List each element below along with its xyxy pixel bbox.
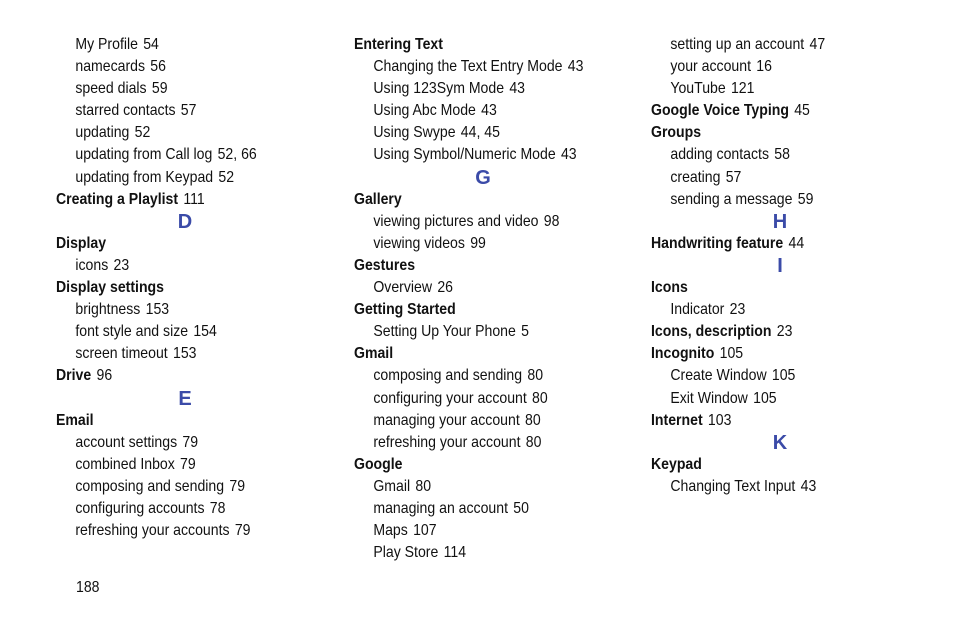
index-term: screen timeout: [75, 345, 168, 363]
page-reference: 114: [443, 544, 467, 562]
index-subentry: [651, 299, 906, 321]
index-term: refreshing your account: [373, 433, 521, 451]
page-reference: 80: [525, 411, 541, 429]
index-term: Play Store: [373, 544, 439, 562]
index-term: Keypad: [651, 455, 702, 473]
index-entry: [354, 255, 609, 277]
index-term: Getting Started: [354, 301, 456, 319]
index-entry: [651, 343, 906, 365]
index-subentry: [56, 56, 311, 78]
index-subentry: [354, 388, 609, 410]
index-subentry: [56, 520, 311, 542]
page-reference: 43: [800, 477, 817, 495]
page-reference: 99: [470, 234, 486, 252]
index-term: Gallery: [354, 190, 402, 208]
index-subentry: [56, 122, 311, 144]
letter-heading: G: [475, 166, 491, 189]
index-column-3: [651, 34, 941, 498]
index-subentry: [354, 476, 609, 498]
page-reference: 52, 66: [217, 146, 257, 164]
index-subentry: [354, 277, 609, 299]
index-entry: [56, 233, 311, 255]
page-reference: 59: [151, 80, 168, 98]
index-subentry: [354, 410, 609, 432]
index-subentry: [56, 100, 311, 122]
index-entry: [651, 410, 906, 432]
index-entry: [651, 321, 906, 343]
page-reference: 54: [143, 36, 159, 53]
index-term: Maps: [373, 522, 408, 540]
letter-heading: D: [177, 210, 193, 233]
index-subentry: [651, 189, 906, 211]
index-subentry: [56, 454, 311, 476]
index-term: composing and sending: [373, 367, 523, 385]
page-reference: 16: [756, 58, 772, 76]
index-subentry: [354, 56, 609, 78]
index-subentry: [354, 122, 609, 144]
index-term: Using Symbol/Numeric Mode: [373, 146, 556, 164]
letter-heading: E: [178, 387, 192, 410]
index-term: updating: [75, 124, 130, 142]
index-entry: [651, 122, 906, 144]
index-term: viewing videos: [373, 234, 465, 252]
letter-heading: H: [772, 210, 788, 233]
index-term: Using Swype: [373, 124, 456, 142]
page-reference: 26: [437, 279, 453, 297]
index-term: Overview: [373, 279, 433, 297]
index-term: Gmail: [373, 477, 411, 495]
page-reference: 121: [730, 80, 755, 98]
index-entry: [354, 34, 609, 56]
index-entry: [651, 233, 906, 255]
index-subentry: [56, 432, 311, 454]
index-subentry: [56, 34, 311, 56]
index-subentry: [56, 476, 311, 498]
index-term: managing your account: [373, 411, 520, 429]
index-entry: [56, 365, 311, 387]
index-term: Icons: [651, 279, 688, 297]
index-column-1: [56, 34, 346, 542]
page-reference: 153: [145, 301, 170, 319]
index-entry: [354, 189, 609, 211]
page-reference: 105: [753, 389, 777, 407]
index-term: Google: [354, 455, 403, 473]
index-term: icons: [75, 256, 109, 274]
page-reference: 111: [183, 190, 205, 208]
index-column-2: [354, 34, 644, 564]
index-entry: [651, 454, 906, 476]
index-subentry: [56, 144, 311, 166]
index-term: updating from Keypad: [75, 168, 214, 186]
index-subentry: [354, 365, 609, 387]
index-term: combined Inbox: [75, 455, 175, 473]
index-subentry: [651, 476, 906, 498]
index-subentry: [354, 233, 609, 255]
index-subentry: [651, 388, 906, 410]
page-reference: 58: [774, 146, 790, 164]
page-reference: 43: [567, 58, 584, 76]
page-reference: 44: [788, 234, 805, 252]
index-subentry: [354, 432, 609, 454]
index-term: adding contacts: [670, 146, 769, 164]
index-term: Create Window: [670, 367, 767, 385]
index-entry: [354, 454, 609, 476]
page-reference: 80: [532, 389, 548, 407]
index-term: Indicator: [670, 301, 725, 319]
index-term: configuring accounts: [75, 499, 205, 517]
page-reference: 57: [725, 168, 742, 186]
index-subentry: [354, 78, 609, 100]
index-entry: [354, 299, 609, 321]
page-reference: 105: [719, 345, 744, 363]
index-entry: [354, 343, 609, 365]
letter-heading: I: [777, 254, 783, 277]
index-term: brightness: [75, 301, 141, 319]
index-subentry: [354, 321, 609, 343]
page-reference: 43: [509, 80, 525, 98]
index-term: My Profile: [75, 36, 138, 53]
index-subentry: [651, 144, 906, 166]
index-term: viewing pictures and video: [373, 212, 539, 230]
page-reference: 52: [134, 124, 151, 142]
page-reference: 154: [193, 323, 217, 341]
page-reference: 50: [513, 499, 529, 517]
index-term: sending a message: [670, 190, 793, 208]
index-term: creating: [670, 168, 721, 186]
index-subentry: [354, 211, 609, 233]
page-reference: 96: [96, 367, 113, 385]
index-term: configuring your account: [373, 389, 527, 407]
index-subentry: [651, 34, 906, 56]
index-term: speed dials: [75, 80, 147, 98]
page-reference: 103: [707, 411, 732, 429]
index-term: Google Voice Typing: [651, 102, 789, 120]
index-subentry: [56, 498, 311, 520]
index-term: YouTube: [670, 80, 726, 98]
page-number: 188: [76, 579, 100, 596]
index-term: your account: [670, 58, 751, 76]
page-reference: 5: [521, 323, 529, 341]
index-term: Gestures: [354, 256, 416, 274]
page-reference: 23: [113, 256, 130, 274]
page-reference: 80: [415, 477, 432, 495]
index-entry: [651, 277, 906, 299]
page-reference: 43: [560, 146, 577, 164]
page-reference: 23: [729, 301, 746, 319]
page-reference: 23: [776, 323, 793, 341]
index-term: Setting Up Your Phone: [373, 323, 516, 341]
page-reference: 79: [234, 522, 251, 540]
index-subentry: [56, 255, 311, 277]
index-term: Handwriting feature: [651, 234, 784, 252]
index-subentry: [56, 299, 311, 321]
index-term: starred contacts: [75, 102, 176, 120]
page-reference: 78: [209, 499, 226, 517]
index-subentry: [651, 78, 906, 100]
page-reference: 80: [525, 433, 542, 451]
index-term: Groups: [651, 124, 702, 142]
index-term: Internet: [651, 411, 703, 429]
index-term: setting up an account: [670, 36, 805, 53]
page-reference: 105: [771, 367, 796, 385]
page-reference: 79: [229, 477, 246, 495]
page-reference: 56: [150, 58, 166, 76]
index-term: namecards: [75, 58, 146, 76]
index-entry: [56, 410, 311, 432]
index-subentry: [354, 100, 609, 122]
index-term: Changing the Text Entry Mode: [373, 58, 563, 76]
index-term: Changing Text Input: [670, 477, 796, 495]
page-reference: 107: [413, 522, 437, 540]
page-reference: 79: [180, 455, 196, 473]
index-term: Icons, description: [651, 323, 772, 341]
page-reference: 57: [180, 102, 197, 120]
index-subentry: [56, 78, 311, 100]
page-reference: 43: [481, 102, 497, 120]
page-reference: 79: [182, 433, 199, 451]
index-subentry: [651, 365, 906, 387]
index-term: Display settings: [56, 279, 164, 297]
index-term: Gmail: [354, 345, 394, 363]
index-subentry: [56, 321, 311, 343]
index-entry: [56, 277, 311, 299]
index-subentry: [651, 167, 906, 189]
page-reference: 98: [543, 212, 560, 230]
page-reference: 52: [218, 168, 235, 186]
index-subentry: [354, 542, 609, 564]
index-term: Display: [56, 234, 107, 252]
index-subentry: [354, 144, 609, 166]
index-term: Using Abc Mode: [373, 102, 476, 120]
index-term: Incognito: [651, 345, 715, 363]
page-reference: 153: [172, 345, 197, 363]
page-reference: 47: [809, 36, 826, 53]
index-term: Using 123Sym Mode: [373, 80, 505, 98]
page-reference: 80: [527, 367, 544, 385]
page-reference: 59: [797, 190, 814, 208]
index-entry: [56, 189, 311, 211]
index-term: Drive: [56, 367, 92, 385]
index-subentry: [56, 343, 311, 365]
index-term: composing and sending: [75, 477, 225, 495]
page-reference: 45: [794, 102, 810, 120]
index-term: Exit Window: [670, 389, 748, 407]
index-term: managing an account: [373, 499, 508, 517]
index-subentry: [651, 56, 906, 78]
index-subentry: [56, 167, 311, 189]
index-term: refreshing your accounts: [75, 522, 230, 540]
index-term: Email: [56, 411, 94, 429]
index-subentry: [354, 498, 609, 520]
index-term: updating from Call log: [75, 146, 213, 164]
index-entry: [651, 100, 906, 122]
index-term: Entering Text: [354, 36, 443, 53]
index-term: font style and size: [75, 323, 189, 341]
page-reference: 44, 45: [460, 124, 500, 142]
letter-heading: K: [772, 431, 788, 454]
index-subentry: [354, 520, 609, 542]
index-term: account settings: [75, 433, 178, 451]
index-term: Creating a Playlist: [56, 190, 179, 208]
